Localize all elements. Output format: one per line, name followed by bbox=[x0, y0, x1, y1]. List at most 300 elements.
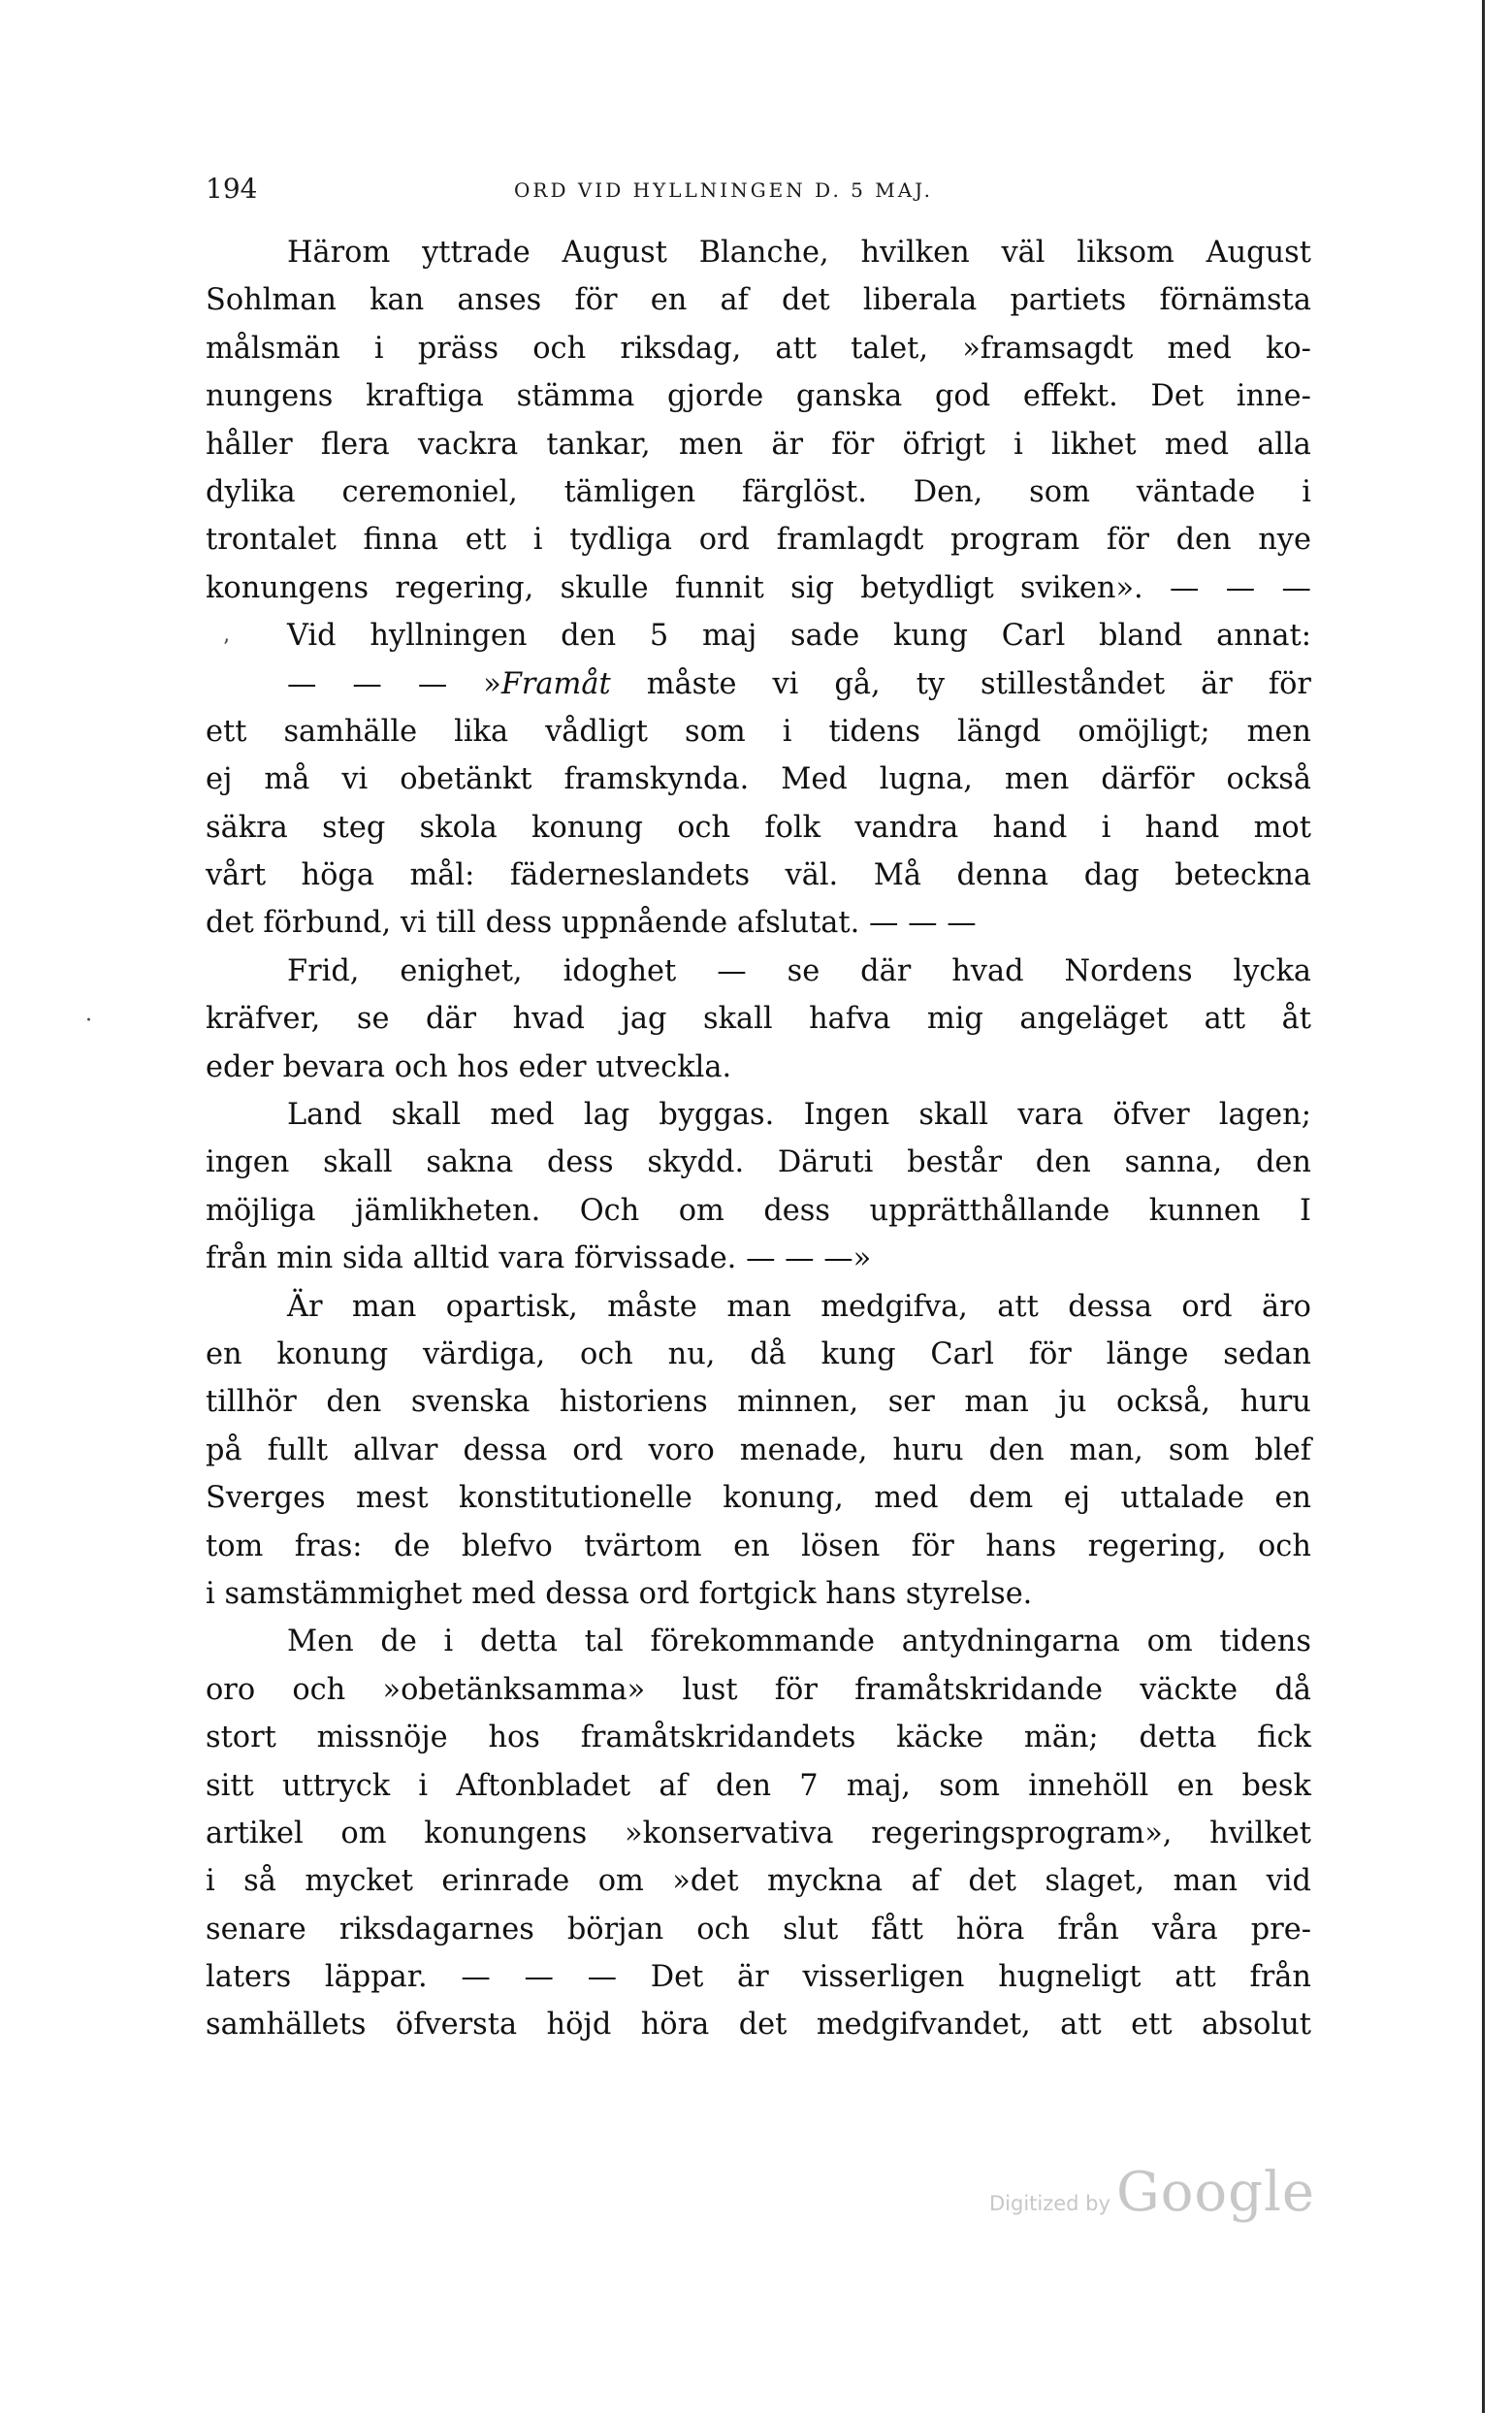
word: »framsagdt bbox=[962, 331, 1134, 366]
word: mig bbox=[926, 1002, 983, 1037]
word: nungens bbox=[206, 379, 334, 414]
word: åt bbox=[1281, 1002, 1311, 1037]
word: Nordens bbox=[1064, 953, 1193, 988]
word: längd bbox=[957, 714, 1042, 749]
word: att bbox=[775, 331, 817, 366]
word: konungens bbox=[424, 1816, 588, 1850]
page-header bbox=[206, 173, 1311, 211]
word: präss bbox=[417, 331, 499, 366]
word: likhet bbox=[1050, 427, 1137, 462]
word: idoghet bbox=[563, 953, 677, 988]
text-line bbox=[206, 612, 1311, 660]
word: en bbox=[1274, 1481, 1311, 1516]
word: — bbox=[352, 666, 382, 701]
word: är bbox=[1201, 666, 1233, 701]
word: öfrigt bbox=[902, 427, 985, 462]
word: kan bbox=[370, 283, 425, 318]
word: medgifva, bbox=[820, 1289, 968, 1324]
word: är bbox=[737, 1960, 769, 1995]
word: program bbox=[949, 523, 1080, 558]
word: maj, bbox=[846, 1768, 911, 1803]
text-line bbox=[206, 564, 1311, 612]
word: funnit bbox=[674, 570, 764, 605]
word: tvärtom bbox=[584, 1528, 702, 1563]
word: vårt bbox=[206, 858, 267, 893]
word: nu, bbox=[667, 1336, 716, 1371]
text-line bbox=[206, 276, 1311, 324]
word: sade bbox=[790, 619, 860, 654]
word: hand bbox=[1144, 810, 1220, 845]
word: steg bbox=[322, 810, 386, 845]
text-line bbox=[206, 1378, 1311, 1426]
word: — bbox=[287, 666, 317, 701]
word: — bbox=[1281, 570, 1311, 605]
word: samstämmighet bbox=[224, 1576, 463, 1611]
word: samhälle bbox=[283, 714, 418, 749]
word: sakna bbox=[426, 1145, 514, 1180]
word: erinrade bbox=[441, 1864, 570, 1899]
text-line bbox=[206, 1810, 1311, 1857]
text-line bbox=[206, 852, 1311, 899]
word: ord bbox=[638, 1576, 690, 1611]
word: så bbox=[243, 1864, 276, 1899]
word: en bbox=[1176, 1768, 1214, 1803]
word: senare bbox=[206, 1912, 306, 1946]
text-line bbox=[206, 1953, 1311, 2001]
word: visserligen bbox=[802, 1960, 965, 1995]
word: skall bbox=[918, 1098, 988, 1133]
word: flera bbox=[320, 427, 390, 462]
word: historiens bbox=[559, 1385, 708, 1420]
word: af bbox=[659, 1768, 688, 1803]
word: detta bbox=[1139, 1721, 1217, 1755]
word: i bbox=[1101, 810, 1111, 845]
word: den bbox=[716, 1768, 772, 1803]
digitized-by-google-watermark bbox=[989, 2161, 1315, 2238]
word: medgifvandet, bbox=[816, 2008, 1031, 2043]
word: med bbox=[874, 1481, 939, 1516]
word: fäderneslandets bbox=[509, 858, 751, 893]
word: ser bbox=[887, 1385, 935, 1420]
word: i bbox=[206, 1576, 215, 1611]
word: vi bbox=[772, 666, 799, 701]
word: oro bbox=[206, 1672, 256, 1707]
word: de bbox=[380, 1625, 417, 1659]
word: där bbox=[425, 1002, 477, 1037]
text-line bbox=[206, 1618, 1311, 1665]
word: blefvo bbox=[461, 1528, 553, 1563]
word: upprätthållande bbox=[869, 1193, 1110, 1228]
word: innehöll bbox=[1028, 1768, 1149, 1803]
text-line bbox=[206, 660, 1311, 708]
word: fått bbox=[871, 1912, 923, 1946]
word: svenska bbox=[410, 1385, 531, 1420]
text-line bbox=[206, 1906, 1311, 1953]
word: inne- bbox=[1236, 379, 1311, 414]
word: för bbox=[774, 1672, 818, 1707]
word: män; bbox=[1023, 1721, 1099, 1755]
word: ord bbox=[698, 523, 750, 558]
word: det bbox=[206, 906, 254, 941]
word: allvar bbox=[353, 1432, 438, 1467]
word: myckna bbox=[766, 1864, 884, 1899]
word: för bbox=[831, 427, 875, 462]
text-line bbox=[206, 1187, 1311, 1235]
word: eder bbox=[518, 1049, 587, 1084]
word: dess bbox=[485, 906, 553, 941]
word: Men bbox=[287, 1625, 354, 1659]
word: regering, bbox=[395, 570, 534, 605]
word: för bbox=[1268, 666, 1311, 701]
word: dylika bbox=[206, 474, 296, 509]
word: måste bbox=[607, 1289, 697, 1324]
word: voro bbox=[648, 1432, 715, 1467]
word: absolut bbox=[1202, 2008, 1311, 2043]
word: »det bbox=[672, 1864, 739, 1899]
word: kung bbox=[820, 1336, 896, 1371]
text-line bbox=[206, 372, 1311, 420]
word: bevara bbox=[282, 1049, 386, 1084]
word: hvad bbox=[951, 953, 1024, 988]
word: — bbox=[1225, 570, 1256, 605]
word: konung, bbox=[723, 1481, 844, 1516]
word: af bbox=[720, 283, 749, 318]
word: framskynda. bbox=[563, 762, 750, 797]
word: laters bbox=[206, 1960, 292, 1995]
text-line bbox=[206, 229, 1311, 276]
text-line bbox=[206, 325, 1311, 372]
word: en bbox=[733, 1528, 770, 1563]
word: höga bbox=[301, 858, 374, 893]
word: de bbox=[394, 1528, 431, 1563]
word: riksdag, bbox=[620, 331, 742, 366]
word: ej bbox=[1063, 1481, 1091, 1516]
word: Sverges bbox=[206, 1481, 326, 1516]
word: betydligt bbox=[860, 570, 994, 605]
word: då bbox=[750, 1336, 787, 1371]
text-line bbox=[206, 1139, 1311, 1186]
word: ganska bbox=[795, 379, 903, 414]
word: minnen, bbox=[737, 1385, 859, 1420]
word: hans bbox=[825, 1576, 897, 1611]
word: — bbox=[947, 906, 977, 941]
word: tillhör bbox=[206, 1385, 297, 1420]
word: därför bbox=[1101, 762, 1195, 797]
word: besk bbox=[1241, 1768, 1311, 1803]
word: Härom bbox=[287, 236, 391, 270]
text-line bbox=[206, 1857, 1311, 1905]
word: konungens bbox=[206, 570, 370, 605]
word: styrelse. bbox=[905, 1576, 1033, 1611]
word: Vid bbox=[287, 619, 337, 654]
word: skall bbox=[703, 1002, 773, 1037]
word: höra bbox=[955, 1912, 1025, 1946]
word: tom bbox=[206, 1528, 264, 1563]
word: Land bbox=[287, 1098, 363, 1133]
word: i bbox=[373, 331, 384, 366]
text-line bbox=[206, 804, 1311, 852]
text-line bbox=[206, 948, 1311, 995]
word: den bbox=[1255, 1145, 1311, 1180]
word: regeringsprogram», bbox=[871, 1816, 1173, 1850]
word: jämlikheten. bbox=[355, 1193, 541, 1228]
word: Carl bbox=[1001, 619, 1066, 654]
word: en bbox=[650, 283, 688, 318]
word: man bbox=[351, 1289, 417, 1324]
word: den bbox=[988, 1432, 1045, 1467]
word: Blanche, bbox=[698, 236, 829, 270]
word: uttryck bbox=[282, 1768, 391, 1803]
word: öfver bbox=[1112, 1098, 1190, 1133]
word: värdiga, bbox=[422, 1336, 546, 1371]
word: det bbox=[968, 1864, 1016, 1899]
word: är bbox=[771, 427, 804, 462]
word: dessa bbox=[545, 1576, 629, 1611]
word: stilleståndet bbox=[981, 666, 1166, 701]
word: med bbox=[1164, 427, 1230, 462]
word: i bbox=[532, 523, 543, 558]
word: obetänkt bbox=[400, 762, 532, 797]
text-line bbox=[206, 1427, 1311, 1474]
word: alla bbox=[1257, 427, 1311, 462]
word: regering, bbox=[1087, 1528, 1227, 1563]
word: huru bbox=[1239, 1385, 1311, 1420]
word: — bbox=[587, 1960, 617, 1995]
word: måste bbox=[646, 666, 737, 701]
word: kunnen bbox=[1148, 1193, 1261, 1228]
word: mest bbox=[355, 1481, 429, 1516]
word: menade, bbox=[739, 1432, 868, 1467]
word: med bbox=[471, 1576, 536, 1611]
word: lösen bbox=[801, 1528, 881, 1563]
word: antydningarna bbox=[901, 1625, 1120, 1659]
word: man bbox=[726, 1289, 791, 1324]
word: »Framåt bbox=[483, 666, 611, 701]
word: att bbox=[1060, 2008, 1102, 2043]
word: lycka bbox=[1233, 953, 1311, 988]
word: länge bbox=[1106, 1336, 1189, 1371]
text-line bbox=[206, 1474, 1311, 1522]
word: början bbox=[566, 1912, 664, 1946]
word: och bbox=[532, 331, 587, 366]
word: hugneligt bbox=[998, 1960, 1142, 1995]
word: det bbox=[782, 283, 830, 318]
word: dem bbox=[968, 1481, 1034, 1516]
text-line bbox=[206, 1044, 1311, 1091]
word: gjorde bbox=[667, 379, 764, 414]
word: gå, bbox=[834, 666, 881, 701]
word: öfversta bbox=[395, 2008, 518, 2043]
word: bland bbox=[1099, 619, 1183, 654]
word: ingen bbox=[206, 1145, 290, 1180]
word: fullt bbox=[267, 1432, 329, 1467]
word: — bbox=[717, 953, 747, 988]
word: en bbox=[206, 1336, 242, 1371]
word: och bbox=[696, 1912, 751, 1946]
word: min bbox=[276, 1241, 334, 1276]
word: lagen; bbox=[1218, 1098, 1311, 1133]
word: riksdagarnes bbox=[338, 1912, 534, 1946]
word: mycket bbox=[305, 1864, 413, 1899]
word: hyllningen bbox=[370, 619, 528, 654]
text-line bbox=[206, 995, 1311, 1043]
word: afslutat. bbox=[736, 906, 860, 941]
word: — bbox=[1170, 570, 1200, 605]
word: — bbox=[417, 666, 448, 701]
word: ord bbox=[572, 1432, 624, 1467]
word: från bbox=[1249, 1960, 1311, 1995]
word: huru bbox=[892, 1432, 964, 1467]
word: lag bbox=[583, 1098, 630, 1133]
margin-dot: · bbox=[85, 1009, 92, 1033]
word: sitt bbox=[206, 1768, 254, 1803]
word: den bbox=[561, 619, 617, 654]
word: Och bbox=[579, 1193, 640, 1228]
word: äro bbox=[1262, 1289, 1311, 1324]
word: hafva bbox=[809, 1002, 891, 1037]
word: Det bbox=[1150, 379, 1205, 414]
word: om bbox=[340, 1816, 387, 1850]
word: i bbox=[1302, 474, 1311, 509]
word: August bbox=[562, 236, 667, 270]
word: vara bbox=[499, 1241, 565, 1276]
word: framåtskridande bbox=[854, 1672, 1103, 1707]
word: färglöst. bbox=[742, 474, 867, 509]
word: — bbox=[908, 906, 938, 941]
word: sedan bbox=[1223, 1336, 1311, 1371]
word: vackra bbox=[417, 427, 519, 462]
word: man bbox=[964, 1385, 1029, 1420]
text-line bbox=[206, 421, 1311, 468]
word: tidens bbox=[1219, 1625, 1311, 1659]
word: mål: bbox=[409, 858, 475, 893]
word: Sohlman bbox=[206, 283, 337, 318]
word: som bbox=[1168, 1432, 1230, 1467]
word: —» bbox=[823, 1241, 872, 1276]
text-line bbox=[206, 468, 1311, 516]
text-line bbox=[206, 1523, 1311, 1570]
word: målsmän bbox=[206, 331, 340, 366]
word: ett bbox=[465, 523, 507, 558]
word: säkra bbox=[206, 810, 288, 845]
word: dess bbox=[546, 1145, 614, 1180]
word: liksom bbox=[1077, 236, 1174, 270]
text-line bbox=[206, 1235, 1311, 1282]
word: »obetänksamma» bbox=[382, 1672, 646, 1707]
running-head: ORD VID HYLLNINGEN D. 5 MAJ. bbox=[514, 178, 933, 202]
word: fras: bbox=[294, 1528, 363, 1563]
word: ett bbox=[206, 714, 247, 749]
word: i bbox=[206, 1864, 215, 1899]
word: slaget, bbox=[1045, 1864, 1145, 1899]
word: vandra bbox=[854, 810, 959, 845]
word: dessa bbox=[463, 1432, 548, 1467]
word: omöjligt; bbox=[1078, 714, 1210, 749]
word: se bbox=[787, 953, 820, 988]
word: Det bbox=[650, 1960, 704, 1995]
word: lust bbox=[682, 1672, 738, 1707]
word: I bbox=[1299, 1193, 1311, 1228]
word: »konservativa bbox=[624, 1816, 834, 1850]
word: uppnående bbox=[561, 906, 728, 941]
word: från bbox=[206, 1241, 268, 1276]
word: i bbox=[418, 1768, 429, 1803]
word: tankar, bbox=[546, 427, 651, 462]
word: utveckla. bbox=[595, 1049, 732, 1084]
word: lugna, bbox=[879, 762, 973, 797]
word: anses bbox=[457, 283, 542, 318]
word: om bbox=[1146, 1625, 1193, 1659]
word: må bbox=[264, 762, 310, 797]
word: om bbox=[597, 1864, 644, 1899]
word: sviken». bbox=[1020, 570, 1143, 605]
word: skall bbox=[323, 1145, 393, 1180]
word: skall bbox=[391, 1098, 462, 1133]
word: består bbox=[907, 1145, 1003, 1180]
word: folk bbox=[764, 810, 821, 845]
word: artikel bbox=[206, 1816, 304, 1850]
word: se bbox=[356, 1002, 390, 1037]
word: annat: bbox=[1216, 619, 1311, 654]
watermark-small-text: Digitized by bbox=[989, 2192, 1110, 2215]
watermark-google-logo: Google bbox=[1115, 2161, 1316, 2224]
word: i bbox=[443, 1625, 454, 1659]
word: liberala bbox=[862, 283, 978, 318]
word: skulle bbox=[560, 570, 649, 605]
word: hos bbox=[457, 1049, 509, 1084]
word: ej bbox=[206, 762, 233, 797]
word: 7 bbox=[799, 1768, 819, 1803]
word: Med bbox=[781, 762, 848, 797]
word: samhällets bbox=[206, 2008, 367, 2043]
word: yttrade bbox=[422, 236, 531, 270]
word: den bbox=[1035, 1145, 1091, 1180]
word: mot bbox=[1253, 810, 1311, 845]
word: vara bbox=[1017, 1098, 1084, 1133]
word: Aftonbladet bbox=[456, 1768, 631, 1803]
word: höra bbox=[640, 2008, 710, 2043]
body-text bbox=[206, 229, 1311, 2049]
word: tämligen bbox=[563, 474, 696, 509]
word: man, bbox=[1069, 1432, 1143, 1467]
word: framlagdt bbox=[776, 523, 924, 558]
word: också, bbox=[1115, 1385, 1211, 1420]
word: Är bbox=[287, 1289, 323, 1324]
text-line bbox=[206, 899, 1311, 947]
word: förnämsta bbox=[1159, 283, 1311, 318]
word: den bbox=[1175, 523, 1232, 558]
word: men bbox=[1246, 714, 1311, 749]
word: hans bbox=[985, 1528, 1057, 1563]
word: dessa bbox=[1068, 1289, 1152, 1324]
word: den bbox=[326, 1385, 382, 1420]
word: om bbox=[678, 1193, 724, 1228]
word: vi bbox=[341, 762, 369, 797]
word: enighet, bbox=[400, 953, 523, 988]
word: förekommande bbox=[650, 1625, 875, 1659]
word: stort bbox=[206, 1721, 276, 1755]
word: vådligt bbox=[545, 714, 648, 749]
word: trontalet bbox=[206, 523, 337, 558]
word: — bbox=[869, 906, 899, 941]
word: Däruti bbox=[777, 1145, 874, 1180]
text-line bbox=[206, 1091, 1311, 1139]
word: 5 bbox=[649, 619, 669, 654]
word: förvissade. bbox=[573, 1241, 737, 1276]
word: beteckna bbox=[1174, 858, 1311, 893]
word: men bbox=[1004, 762, 1070, 797]
word: och bbox=[394, 1049, 448, 1084]
